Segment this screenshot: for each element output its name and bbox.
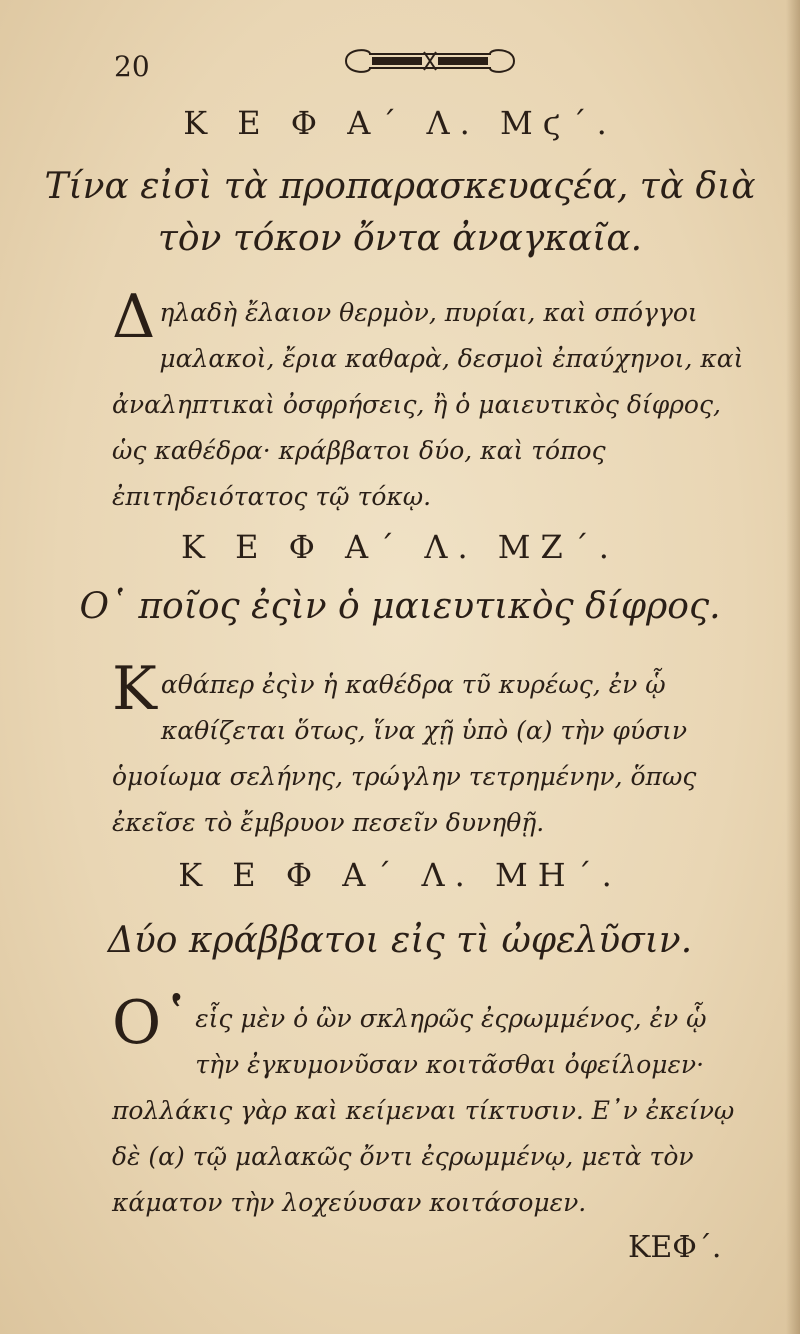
body-text: ηλαδὴ ἔλαιον θερμὸν, πυρίαι, καὶ σπόγγοι μαλακοὶ, ἔρια καθαρὰ, δεσμοὶ ἐπαύχηνοι, καὶ ἀναληπτικαὶ ὀσφρήσεις, ἢ ὁ μαιευτικὸς δίφρος, ὡς καθέδρα· κράββατοι δύο, καὶ τόπος ἐπιτηδειότατος τῷ τόκῳ. (112, 298, 744, 511)
chapter-body (112, 988, 752, 1226)
catchword: ΚΕΦ΄. (628, 1230, 722, 1265)
drop-capital: Δ (112, 282, 156, 352)
chapter-title-line: τὸν τόκον ὄντα ἀναγκαῖα. (157, 218, 643, 259)
drop-capital: Κ (112, 654, 157, 724)
chapter-heading: Κ Ε Φ Α΄ Λ. ΜΗ΄. (178, 856, 622, 894)
chapter-heading: Κ Ε Φ Α΄ Λ. Μϛ΄. (183, 104, 617, 142)
chapter-body (112, 282, 752, 520)
body-text: αθάπερ ἐςὶν ἡ καθέδρα τῦ κυρέως, ἐν ᾧ καθίζεται ὅτως, ἵνα χῇ ὑπὸ (α) τὴν φύσιν ὁμοίωμα σελήνης, τρώγλην τετρημένην, ὅπως ἐκεῖσε τὸ ἔμβρυον πεσεῖν δυνηθῇ. (112, 670, 697, 837)
page-number: 20 (114, 50, 150, 83)
chapter-body (112, 654, 752, 846)
chapter-title-line: Δύο κράββατοι εἰς τὶ ὠφελῦσιν. (107, 920, 693, 961)
chapter-title-line: Τίνα εἰσὶ τὰ προπαρασκευαςέα, τὰ διὰ (44, 166, 756, 207)
chapter-heading: Κ Ε Φ Α΄ Λ. ΜΖ΄. (181, 528, 619, 566)
chapter-title-line: Ο῾ ποῖος ἐςὶν ὁ μαιευτικὸς δίφρος. (79, 586, 721, 627)
drop-capital: Ο῾ (112, 988, 192, 1058)
body-text: εἷς μὲν ὁ ὢν σκληρῶς ἐςρωμμένος, ἐν ᾧ τὴν ἐγκυμονῦσαν κοιτᾶσθαι ὀφείλομεν· πολλάκις γὰρ καὶ κείμεναι τίκτυσιν. Ε᾿ν ἐκείνῳ δὲ (α) τῷ μαλακῶς ὄντι ἐςρωμμένῳ, μετὰ τὸν κάματον τὴν λοχεύυσαν κοιτάσομεν. (112, 1004, 735, 1217)
header-ornament (340, 44, 520, 78)
